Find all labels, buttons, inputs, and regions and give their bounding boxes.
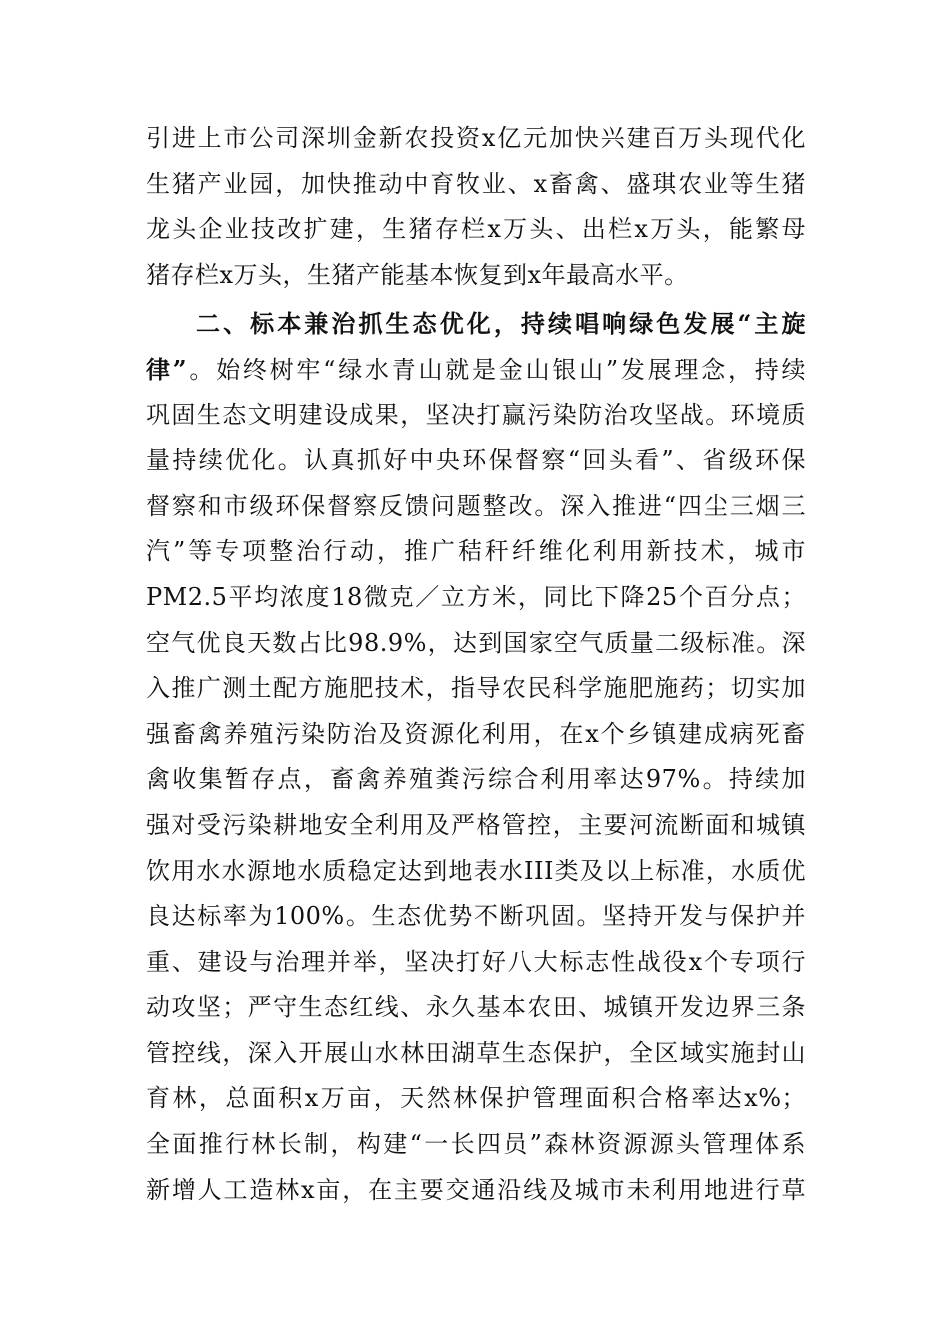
text-line: 饮用水水源地水质稳定达到地表水III类及以上标准，水质优 (146, 856, 806, 885)
text-line: 龙头企业技改扩建，生猪存栏x万头、出栏x万头，能繁母 (146, 215, 806, 244)
section-heading: 二、标本兼治抓生态优化，持续唱响绿色发展“主旋 (196, 309, 806, 339)
text-line: PM2.5平均浓度18微克／立方米，同比下降25个百分点； (146, 582, 806, 611)
text-line: 猪存栏x万头，生猪产能基本恢复到x年最高水平。 (146, 260, 689, 289)
document-body (146, 116, 806, 1213)
text-line: 强畜禽养殖污染防治及资源化利用，在x个乡镇建成病死畜 (146, 719, 806, 748)
text-line: 育林，总面积x万亩，天然林保护管理面积合格率达x%； (146, 1084, 806, 1113)
text-line: 汽”等专项整治行动，推广秸秆纤维化利用新技术，城市 (146, 537, 806, 566)
text-line: 强对受污染耕地安全利用及严格管控，主要河流断面和城镇 (146, 810, 806, 839)
text-line: 生猪产业园，加快推动中育牧业、x畜禽、盛琪农业等生猪 (146, 169, 806, 198)
text-line: 量持续优化。认真抓好中央环保督察“回头看”、省级环保 (146, 446, 806, 475)
text-line: 管控线，深入开展山水林田湖草生态保护，全区域实施封山 (146, 1038, 806, 1067)
text-line: 空气优良天数占比98.9%，达到国家空气质量二级标准。深 (146, 628, 806, 657)
text-line: 引进上市公司深圳金新农投资x亿元加快兴建百万头现代化 (146, 124, 806, 152)
text-line: 重、建设与治理并举，坚决打好八大标志性战役x个专项行 (146, 947, 806, 976)
text-line: 入推广测土配方施肥技术，指导农民科学施肥施药；切实加 (146, 674, 806, 703)
text-line: 督察和市级环保督察反馈问题整改。深入推进“四尘三烟三 (146, 491, 806, 520)
text-line: 巩固生态文明建设成果，坚决打赢污染防治攻坚战。环境质 (146, 400, 806, 429)
text-line: 新增人工造林x亩，在主要交通沿线及城市未利用地进行草 (146, 1175, 806, 1204)
section-heading-end: 律” (146, 354, 188, 384)
text-line: 全面推行林长制，构建“一长四员”森林资源源头管理体系 (146, 1130, 806, 1159)
text-line: 动攻坚；严守生态红线、永久基本农田、城镇开发边界三条 (146, 993, 806, 1022)
text-line (146, 347, 806, 393)
text-line-rest: 。始终树牢“绿水青山就是金山银山”发展理念，持续 (187, 355, 806, 384)
paragraph-ecology (146, 301, 806, 1213)
text-line: 禽收集暂存点，畜禽养殖粪污综合利用率达97%。持续加 (146, 765, 806, 794)
paragraph-pig-industry (146, 116, 806, 298)
text-line: 良达标率为100%。生态优势不断巩固。坚持开发与保护并 (146, 902, 806, 931)
